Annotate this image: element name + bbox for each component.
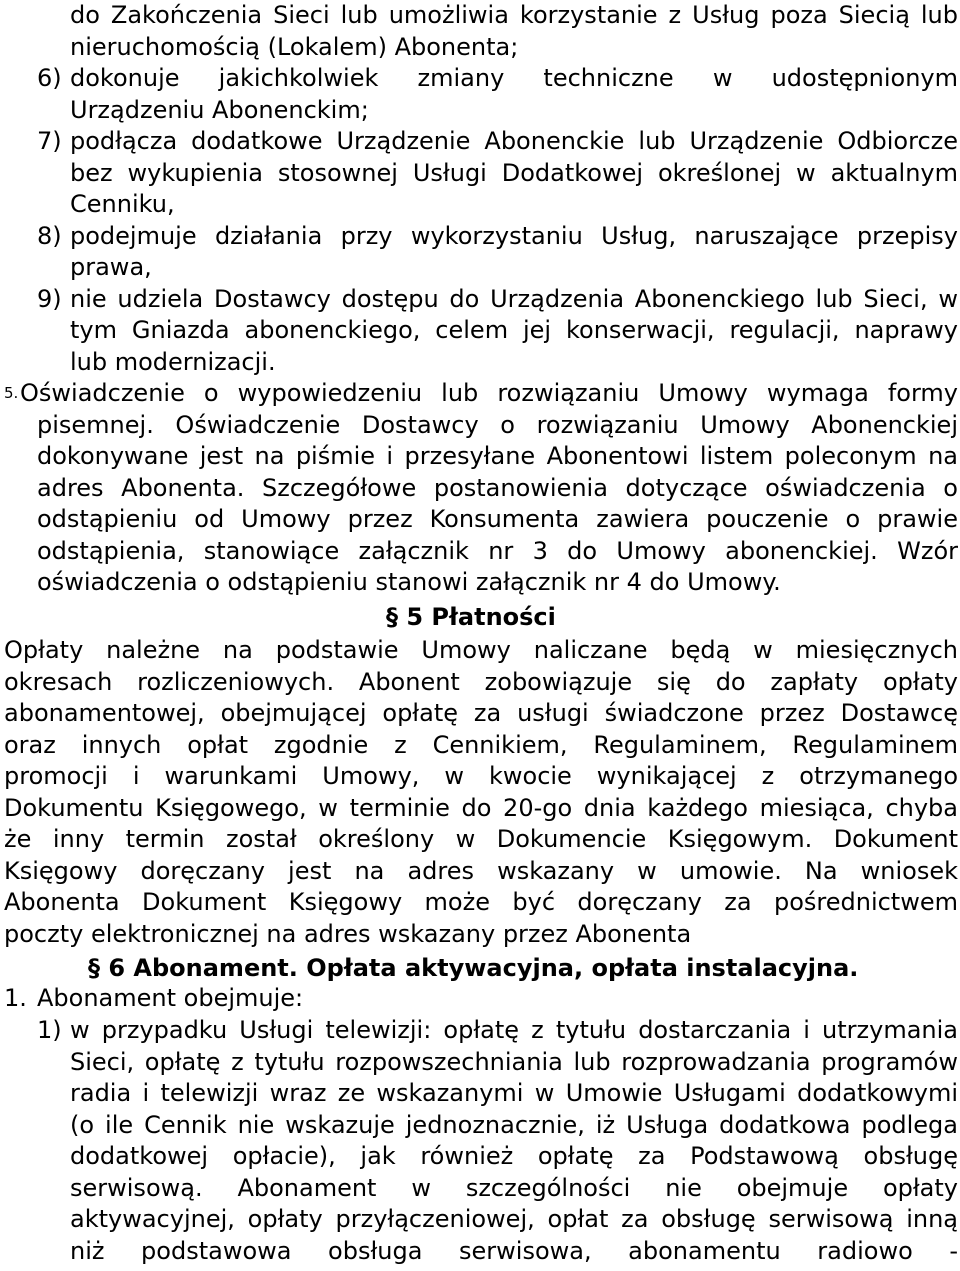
text-line: w przypadku Usługi telewizji: opłatę z tytułu dostarczania i utrzymania bbox=[70, 1016, 958, 1044]
text-line: serwisową. Abonament w szczególności nie obejmuje opłaty bbox=[70, 1173, 958, 1202]
text-line: Abonament obejmuje: bbox=[37, 984, 304, 1012]
text-line: aktywacyjnej, opłaty przyłączeniowej, opłat za obsługę serwisową inną bbox=[70, 1205, 958, 1233]
text-line: odstąpieniu od Umowy przez Konsumenta zawiera pouczenie o prawie bbox=[37, 505, 958, 533]
list-marker: 1. bbox=[4, 984, 27, 1012]
text-line: Cenniku, bbox=[70, 190, 175, 218]
text-line: tym Gniazda abonenckiego, celem jej konserwacji, regulacji, naprawy bbox=[70, 316, 958, 344]
text-line: Urządzeniu Abonenckim; bbox=[70, 95, 369, 124]
text-line: radia i telewizji wraz ze wskazanymi w Umowie Usługami dodatkowymi bbox=[70, 1079, 958, 1107]
text-line: nie udziela Dostawcy dostępu do Urządzenia Abonenckiego lub Sieci, w bbox=[70, 284, 958, 313]
text-line: promocji i warunkami Umowy, w kwocie wynikającej z otrzymanego bbox=[4, 762, 958, 790]
section-heading: § 6 Abonament. Opłata aktywacyjna, opłata instalacyjna. bbox=[88, 954, 859, 982]
text-line: podłącza dodatkowe Urządzenie Abonenckie lub Urządzenie Odbiorcze bbox=[70, 127, 958, 155]
list-marker: 7) bbox=[37, 127, 62, 155]
list-marker: 6) bbox=[37, 64, 62, 92]
text-line: poczty elektronicznej na adres wskazany przez Abonenta bbox=[4, 919, 692, 948]
text-line: lub modernizacji. bbox=[70, 347, 276, 376]
list-marker: 5. bbox=[4, 384, 19, 402]
list-marker: 9) bbox=[37, 284, 62, 313]
text-line: (o ile Cennik nie wskazuje jednoznacznie, iż Usługa dodatkowa podlega bbox=[70, 1110, 958, 1139]
text-line: dokonywane jest na piśmie i przesyłane Abonentowi listem poleconym na bbox=[37, 442, 958, 470]
text-line: bez wykupienia stosownej Usługi Dodatkowej określonej w aktualnym bbox=[70, 158, 958, 187]
text-line: Sieci, opłatę z tytułu rozpowszechniania lub rozprowadzania programów bbox=[70, 1047, 958, 1076]
text-line: podejmuje działania przy wykorzystaniu Usług, naruszające przepisy bbox=[70, 221, 958, 250]
text-line: oświadczenia o odstąpieniu stanowi załącznik nr 4 do Umowy. bbox=[37, 568, 781, 596]
text-line: dodatkowej opłacie), jak również opłatę za Podstawową obsługę bbox=[70, 1142, 958, 1170]
text-line: dokonuje jakichkolwiek zmiany techniczne w udostępnionym bbox=[70, 64, 958, 92]
section-heading: § 5 Płatności bbox=[386, 603, 556, 631]
text-line: do Zakończenia Sieci lub umożliwia korzystanie z Usług poza Siecią lub bbox=[70, 1, 958, 29]
text-line: niż podstawowa obsługa serwisowa, abonamentu radiowo - bbox=[70, 1236, 958, 1265]
list-marker: 1) bbox=[37, 1016, 62, 1044]
text-line: odstąpienia, stanowiące załącznik nr 3 do Umowy abonenckiej. Wzór bbox=[37, 536, 958, 565]
text-line: oraz innych opłat zgodnie z Cennikiem, Regulaminem, Regulaminem bbox=[4, 730, 958, 759]
text-line: adres Abonenta. Szczegółowe postanowienia dotyczące oświadczenia o bbox=[37, 473, 958, 502]
text-line: Księgowy doręczany jest na adres wskazany w umowie. Na wniosek bbox=[4, 856, 958, 885]
text-line: prawa, bbox=[70, 253, 152, 281]
text-line: Dokumentu Księgowego, w terminie do 20-go dnia każdego miesiąca, chyba bbox=[4, 793, 958, 822]
text-line: Oświadczenie o wypowiedzeniu lub rozwiązaniu Umowy wymaga formy bbox=[20, 379, 958, 407]
text-line: że inny termin został określony w Dokumencie Księgowym. Dokument bbox=[4, 825, 958, 853]
text-line: Opłaty należne na podstawie Umowy naliczane będą w miesięcznych bbox=[4, 636, 958, 664]
text-line: abonamentowej, obejmującej opłatę za usługi świadczone przez Dostawcę bbox=[4, 699, 958, 727]
text-line: nieruchomością (Lokalem) Abonenta; bbox=[70, 32, 519, 61]
text-line: pisemnej. Oświadczenie Dostawcy o rozwiązaniu Umowy Abonenckiej bbox=[37, 410, 958, 439]
text-line: Abonenta Dokument Księgowy może być doręczany za pośrednictwem bbox=[4, 888, 958, 916]
text-line: okresach rozliczeniowych. Abonent zobowiązuje się do zapłaty opłaty bbox=[4, 667, 958, 696]
list-marker: 8) bbox=[37, 221, 62, 250]
